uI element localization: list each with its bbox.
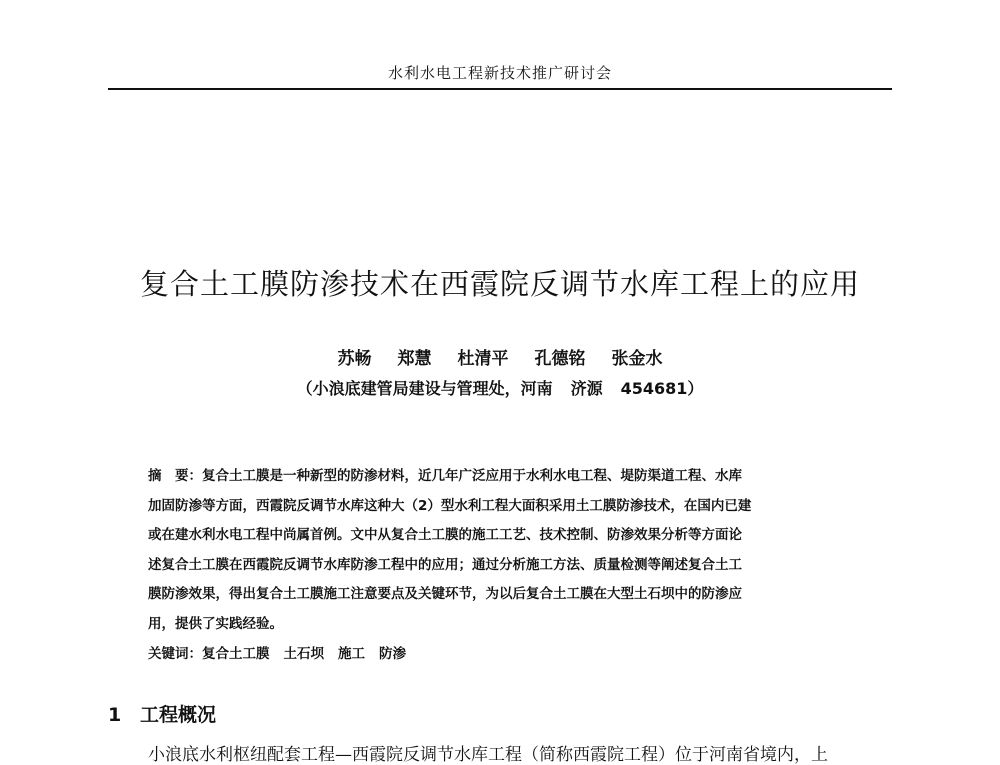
keyword: 防渗 bbox=[379, 646, 406, 662]
author-name: 郑慧 bbox=[397, 349, 432, 369]
paper-title: 复合土工膜防渗技术在西霞院反调节水库工程上的应用 bbox=[139, 267, 860, 301]
affiliation-org: （小浪底建管局建设与管理处，河南 bbox=[296, 379, 553, 398]
affiliation bbox=[200, 376, 800, 399]
abstract-line bbox=[148, 462, 853, 492]
author-list bbox=[300, 344, 700, 369]
author-name: 杜清平 bbox=[457, 349, 509, 369]
abstract-line: 或在建水利水电工程中尚属首例。文中从复合土工膜的施工工艺、技术控制、防渗效果分析等方面论 bbox=[148, 527, 742, 543]
author-name: 张金水 bbox=[611, 349, 663, 369]
author-name: 孔德铭 bbox=[534, 349, 586, 369]
abstract-line: 述复合土工膜在西霞院反调节水库防渗工程中的应用；通过分析施工方法、质量检测等阐述复合土工 bbox=[148, 556, 742, 573]
affiliation-city: 济源 bbox=[570, 379, 603, 398]
body-text-line: 小浪底水利枢纽配套工程—西霞院反调节水库工程（简称西霞院工程）位于河南省境内，上 bbox=[148, 745, 828, 765]
keyword: 土石坝 bbox=[283, 646, 324, 662]
abstract-line: 用，提供了实践经验。 bbox=[148, 615, 283, 632]
abstract-line: 膜防渗效果，得出复合土工膜施工注意要点及关键环节，为以后复合土工膜在大型土石坝中的防渗应 bbox=[148, 586, 742, 602]
author-name: 苏畅 bbox=[337, 349, 372, 369]
abstract bbox=[148, 462, 853, 639]
abstract-text: 复合土工膜是一种新型的防渗材料，近几年广泛应用于水利水电工程、堤防渠道工程、水库 bbox=[202, 468, 742, 484]
keywords-label: 关键词： bbox=[148, 646, 202, 662]
keywords bbox=[148, 642, 853, 662]
running-header: 水利水电工程新技术推广研讨会 bbox=[387, 64, 612, 82]
section-number: 1 bbox=[108, 704, 122, 726]
keyword: 施工 bbox=[338, 646, 365, 662]
header-rule bbox=[108, 88, 892, 90]
keyword: 复合土工膜 bbox=[202, 646, 270, 662]
abstract-label: 摘 要： bbox=[148, 468, 202, 484]
abstract-line: 加固防渗等方面，西霞院反调节水库这种大（2）型水利工程大面积采用土工膜防渗技术，在国内已建 bbox=[148, 497, 752, 514]
section-title: 工程概况 bbox=[140, 704, 217, 726]
affiliation-postcode: 454681） bbox=[620, 379, 704, 398]
section-heading bbox=[108, 700, 216, 727]
